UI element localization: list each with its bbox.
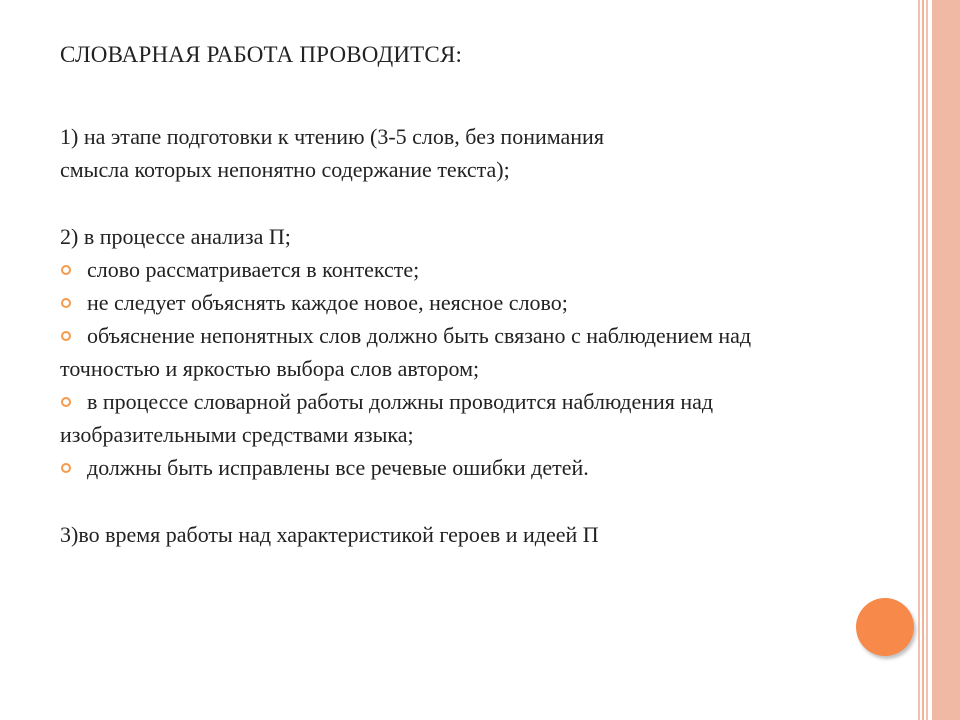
item-3: 3)во время работы над характеристикой героев и идеей П	[60, 522, 599, 547]
item-2-heading: 2) в процессе анализа П;	[60, 224, 291, 249]
bullet-text: объяснение непонятных слов должно быть связано с наблюдением над точностью и яркостью выбора слов автором;	[60, 323, 752, 381]
bullet-item	[60, 319, 820, 385]
spacer	[60, 186, 820, 220]
bullet-circle-icon	[61, 463, 71, 473]
decor-stripe-thin-2	[922, 0, 924, 720]
bullet-item	[60, 385, 820, 451]
bullet-text: должны быть исправлены все речевые ошибки детей.	[87, 455, 589, 480]
slide-content	[60, 120, 820, 551]
bullet-item	[60, 286, 820, 319]
bullet-text: слово рассматривается в контексте;	[87, 257, 420, 282]
bullet-circle-icon	[61, 397, 71, 407]
bullet-text: не следует объяснять каждое новое, неясное слово;	[87, 290, 568, 315]
decor-stripe-thin-3	[926, 0, 928, 720]
bullet-circle-icon	[61, 331, 71, 341]
bullet-item	[60, 451, 820, 484]
bullet-text: в процессе словарной работы должны проводится наблюдения над изобразительными средствами языка;	[60, 389, 714, 447]
slide-title: СЛОВАРНАЯ РАБОТА ПРОВОДИТСЯ:	[60, 42, 463, 67]
bullet-item	[60, 253, 820, 286]
item-1-line-2: смысла которых непонятно содержание текста);	[60, 157, 510, 182]
bullet-circle-icon	[61, 265, 71, 275]
bullet-circle-icon	[61, 298, 71, 308]
item-1-line-1: 1) на этапе подготовки к чтению (3-5 слов, без понимания	[60, 124, 604, 149]
spacer	[60, 484, 820, 518]
orange-circle-icon	[856, 598, 914, 656]
decor-stripe-wide	[932, 0, 960, 720]
decor-stripe-thin-1	[918, 0, 920, 720]
